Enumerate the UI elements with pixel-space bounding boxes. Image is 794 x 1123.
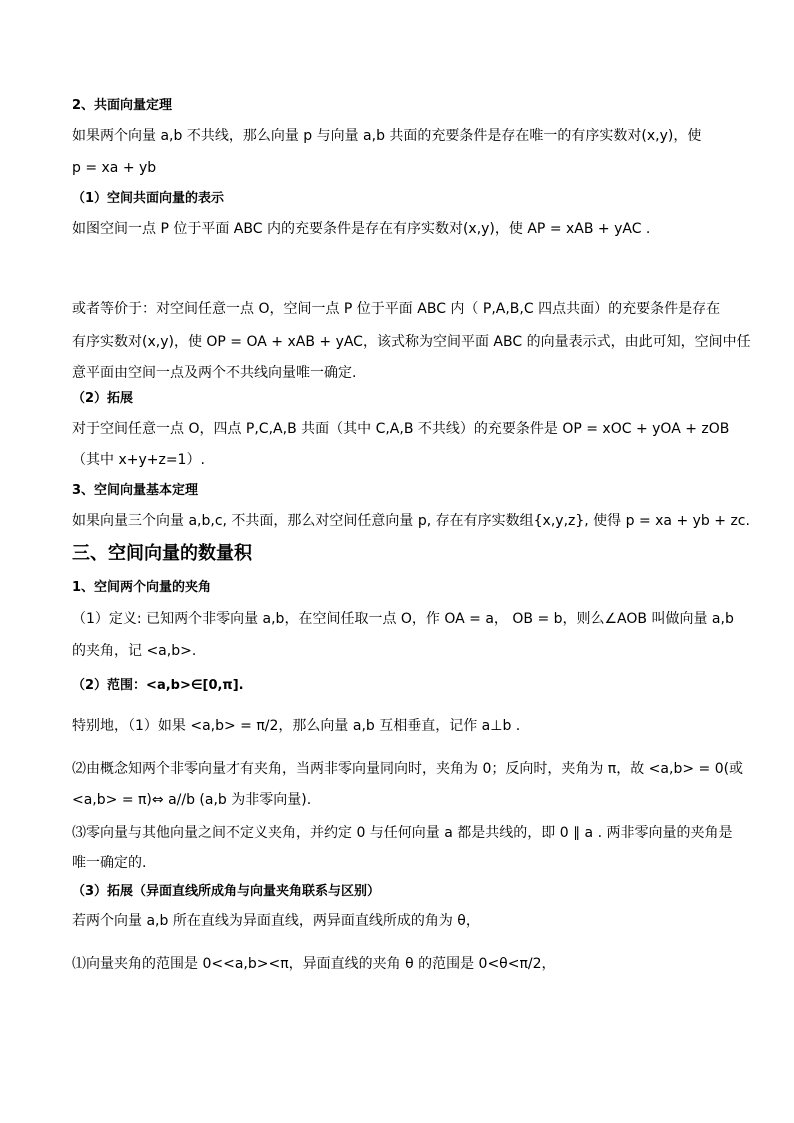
chapter-title-dot-product: 三、空间向量的数量积: [72, 543, 252, 564]
paragraph-angle-notation: 的夹角，记 <a,b>.: [72, 643, 197, 659]
subheading-skew-lines: （3）拓展（异面直线所成角与向量夹角联系与区别）: [72, 884, 381, 899]
subheading-coplanar-representation: （1）空间共面向量的表示: [72, 191, 225, 206]
paragraph-equivalent-line1: 或者等价于：对空间任意一点 O，空间一点 P 位于平面 ABC 内（ P,A,B,C 四点共面）的充要条件是存在: [72, 301, 721, 317]
formula-p-equals-xa-yb: p = xa + yb: [72, 160, 157, 176]
paragraph-skew-lines: 若两个向量 a,b 所在直线为异面直线，两异面直线所成的角为 θ，: [72, 913, 480, 929]
paragraph-zero-vector-line2: 唯一确定的.: [72, 855, 147, 871]
paragraph-nonzero-angle-line2: <a,b> = π)⇔ a//b (a,b 为非零向量).: [72, 792, 312, 808]
subheading-extension: （2）拓展: [72, 391, 134, 406]
paragraph-perpendicular: 特别地，（1）如果 <a,b> = π/2，那么向量 a,b 互相垂直，记作 a⊥b .: [72, 718, 521, 734]
paragraph-point-in-plane: 如图空间一点 P 位于平面 ABC 内的充要条件是存在有序实数对(x,y)，使 AP = xAB + yAC .: [72, 221, 651, 237]
section-heading-coplanar-theorem: 2、共面向量定理: [72, 98, 173, 113]
paragraph-zero-vector-line1: ⑶零向量与其他向量之间不定义夹角，并约定 0 与任何向量 a 都是共线的，即 0 ∥ a . 两非零向量的夹角是: [72, 825, 733, 841]
paragraph-coplanar-condition: 如果两个向量 a,b 不共线，那么向量 p 与向量 a,b 共面的充要条件是存在唯一的有序实数对(x,y)，使: [72, 128, 702, 144]
paragraph-four-points-coplanar: 对于空间任意一点 O，四点 P,C,A,B 共面（其中 C,A,B 不共线）的充要条件是 OP = xOC + yOA + zOB: [72, 421, 730, 437]
section-heading-basis-theorem: 3、空间向量基本定理: [72, 483, 199, 498]
section-heading-angle: 1、空间两个向量的夹角: [72, 580, 212, 595]
paragraph-angle-definition: （1）定义: 已知两个非零向量 a,b，在空间任取一点 O，作 OA = a， OB = b，则么∠AOB 叫做向量 a,b: [72, 611, 734, 627]
paragraph-equivalent-line2: 有序实数对(x,y)，使 OP = OA + xAB + yAC，该式称为空间平面 ABC 的向量表示式，由此可知，空间中任: [72, 334, 751, 350]
paragraph-sum-condition: （其中 x+y+z=1）.: [72, 452, 205, 468]
paragraph-basis-theorem: 如果向量三个向量 a,b,c, 不共面，那么对空间任意向量 p, 存在有序实数组{x,y,z}, 使得 p = xa + yb + zc.: [72, 513, 750, 529]
paragraph-angle-range: （2）范围：<a,b>∈[0,π].: [72, 678, 244, 693]
paragraph-equivalent-line3: 意平面由空间一点及两个不共线向量唯一确定.: [72, 365, 357, 381]
paragraph-nonzero-angle-line1: ⑵由概念知两个非零向量才有夹角，当两非零向量同向时，夹角为 0；反向时，夹角为 π，故 <a,b> = 0(或: [72, 761, 744, 777]
paragraph-angle-ranges: ⑴向量夹角的范围是 0<<a,b><π，异面直线的夹角 θ 的范围是 0<θ<π/2，: [72, 956, 556, 972]
